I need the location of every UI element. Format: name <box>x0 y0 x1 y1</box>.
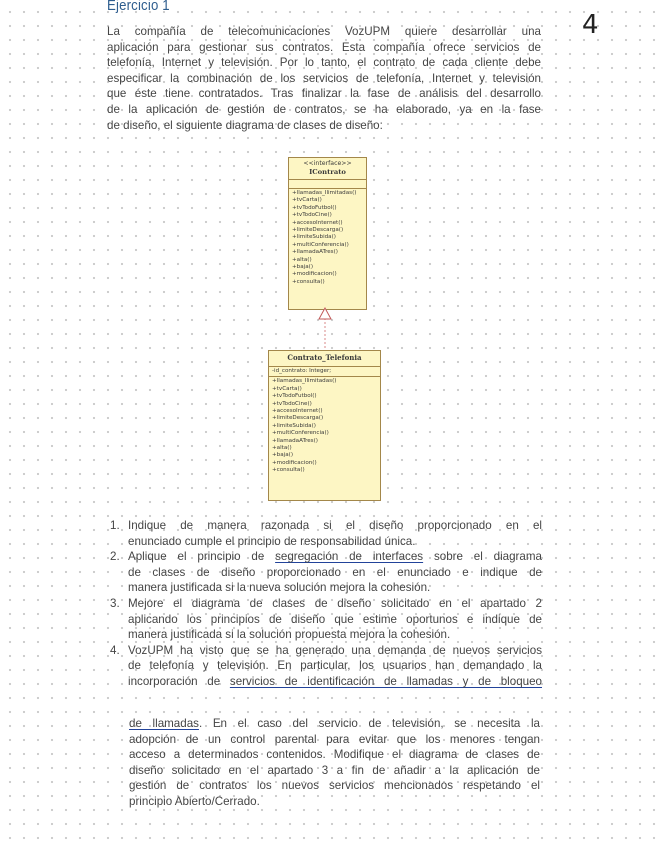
intro-line: telefonía, Internet y televisión. Por lo tanto, el contrato de cada cliente debe <box>107 56 541 70</box>
question-line: de telefonía y televisión. En particular, los usuarios han demandado la <box>128 659 542 673</box>
intro-line: de diseño, el siguiente diagrama de clases de diseño: <box>107 118 383 132</box>
intro-line: La compañía de telecomunicaciones VozUPM quiere desarrollar una <box>107 25 541 38</box>
uml-operation: +multiConferencia() <box>272 430 329 437</box>
question-line: principio Abierto/Cerrado. <box>129 794 260 808</box>
uml-operation: +llamadaATres() <box>272 437 318 444</box>
uml-operation: +accesoInternet() <box>272 408 323 415</box>
exercise-heading: Ejercicio 1 <box>107 0 170 14</box>
uml-operation: +limiteSubida() <box>272 422 316 429</box>
question-number: 1. <box>110 519 120 532</box>
question-line: adopción de un control parental para evitar que los menores tengan <box>129 732 540 746</box>
uml-operation: +alta() <box>292 256 312 263</box>
uml-operation: +tvTodoCine() <box>292 212 332 219</box>
underlined-term: servicios de identificación de llamadas y de bloqueo <box>229 674 542 688</box>
intro-line: especificar la combinación de los servicios de telefonía, Internet y televisión <box>107 71 541 85</box>
uml-operation: +llamadas_Ilimitadas() <box>272 378 337 385</box>
uml-operation: +limiteSubida() <box>292 234 336 241</box>
uml-stereotype: <<interface>> <box>303 160 352 167</box>
uml-operation: +consulta() <box>292 278 325 285</box>
question-line: Indique de manera razonada si el diseño proporcionado en el <box>128 519 542 532</box>
uml-operation: +tvCarta() <box>272 385 302 392</box>
question-number: 4. <box>110 643 120 657</box>
underlined-term: de llamadas <box>129 717 199 730</box>
realization-arrow <box>310 300 340 356</box>
uml-operation: +consulta() <box>272 467 305 474</box>
uml-operation: +llamadas_Ilimitadas() <box>292 190 357 196</box>
page-number: 4 <box>582 10 599 40</box>
question-number: 3. <box>110 596 120 610</box>
uml-operation: +tvTodoFutbol() <box>292 204 337 211</box>
uml-class-header <box>269 351 380 367</box>
uml-operation: +modificacion() <box>272 459 317 466</box>
intro-line: de la aplicación de gestión de contratos, se ha elaborado, ya en la fase <box>107 102 541 116</box>
underlined-term: segregación de interfaces <box>275 550 424 564</box>
uml-operation: +tvTodoFutbol() <box>272 393 317 400</box>
uml-operation: +tvCarta() <box>292 197 322 204</box>
question-item-3 <box>110 596 542 643</box>
question-line <box>128 674 542 690</box>
realization-arrowhead <box>319 308 331 319</box>
question-line <box>129 716 540 732</box>
uml-operation: +baja() <box>272 452 294 459</box>
uml-interface-operations <box>289 189 366 287</box>
question-line: acceso a determinados contenidos. Modifique el diagrama de clases de <box>129 748 540 762</box>
uml-interface-attributes <box>289 180 366 189</box>
question-item-4 <box>110 643 542 690</box>
uml-class-name: Contrato_Telefonia <box>287 353 362 362</box>
question-line: aplicando los principios de diseño que estime oportunos e indique de <box>128 612 542 626</box>
uml-operation: +llamadaATres() <box>292 249 338 256</box>
uml-operation: +limiteDescarga() <box>292 227 344 234</box>
uml-class-operations <box>269 377 380 475</box>
uml-operation: +modificacion() <box>292 271 337 278</box>
question-number: 2. <box>110 550 120 564</box>
question-item-2 <box>110 549 542 596</box>
question-text: Aplique el principio de <box>128 550 276 564</box>
question-line: manera justificada si la nueva solución mejora la cohesión. <box>128 581 431 595</box>
uml-interface-icontrato <box>288 157 367 310</box>
question-line: diseño solicitado en el apartado 3 a fin de añadir a la aplicación de <box>129 763 540 777</box>
question-line: Mejore el diagrama de clases de diseño solicitado en el apartado 2 <box>128 596 542 610</box>
question-line: de clases de diseño proporcionado en el enunciado e indique de <box>128 565 542 579</box>
intro-paragraph <box>107 24 541 133</box>
uml-class-contrato-telefonia <box>268 350 381 501</box>
uml-attribute: -id_contrato: Integer; <box>272 368 332 374</box>
question-line <box>128 549 542 565</box>
intro-line: que éste tiene contratados. Tras finalizar la fase de análisis del desarrollo <box>107 87 541 101</box>
uml-operation: +alta() <box>272 445 292 452</box>
question-line: manera justificada si la solución propuesta mejora la cohesión. <box>128 628 451 642</box>
question-line: enunciado cumple el principio de responsabilidad única. <box>128 534 416 548</box>
uml-operation: +baja() <box>292 264 314 271</box>
question-text: incorporación de <box>128 674 230 688</box>
uml-interface-header <box>289 158 366 180</box>
uml-class-attributes <box>269 367 380 377</box>
question-line: gestión de contratos los nuevos servicios mencionados respetando el <box>129 779 540 793</box>
uml-operation: +limiteDescarga() <box>272 415 324 422</box>
question-text: . En el caso del servicio de televisión, se necesita la <box>198 717 540 730</box>
uml-operation: +accesoInternet() <box>292 219 343 226</box>
intro-line: aplicación para gestionar sus contratos. Esta compañía ofrece servicios de <box>107 40 541 54</box>
uml-interface-name: IContrato <box>309 168 346 176</box>
question-line: VozUPM ha visto que se ha generado una demanda de nuevos servicios <box>128 643 542 657</box>
questions-list <box>110 518 542 690</box>
question-text: sobre el diagrama <box>423 550 542 564</box>
uml-operation: +multiConferencia() <box>292 241 349 248</box>
question-item-1 <box>110 518 542 549</box>
question-4-continuation <box>129 716 540 810</box>
uml-operation: +tvTodoCine() <box>272 400 312 407</box>
